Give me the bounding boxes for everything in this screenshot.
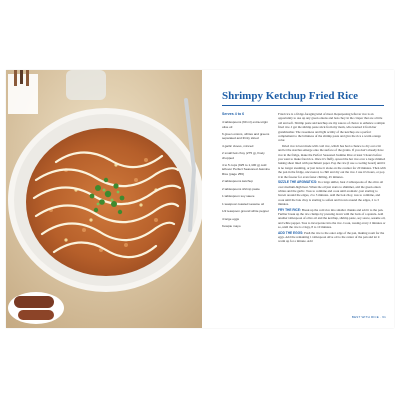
intro-paragraph — [278, 144, 386, 179]
title-rule — [222, 105, 384, 106]
step-paragraph — [278, 231, 386, 244]
ingredient-item: 4 large eggs — [222, 216, 240, 221]
serves-label: Serves 4 to 6 — [222, 112, 245, 116]
step-paragraph — [278, 180, 386, 206]
ingredient-item: 4 tablespoons (60 ml) extra-virgin olive oil — [222, 120, 268, 129]
page-footer: BEST WITH RICE · 61 — [351, 315, 386, 319]
ingredient-item: 4 to 5 cups (925 to 1,100 g) cold leftover Perfect Seasoned Jasmine Rice (page 256) — [222, 163, 270, 176]
step-lead: ADD THE EGGS: — [278, 230, 304, 235]
ingredient-item: Kewpie mayo — [222, 224, 241, 229]
step-text: Push the rice to the outer edge of the pan, making room for the eggs. Add the remaining 1 tablespoon olive oil to the center of the pan and let it warm up for a minute. Add — [278, 230, 385, 244]
ingredient-item: 2 small bok choy (275 g), finely chopped — [222, 151, 265, 160]
recipe-page — [202, 70, 394, 328]
ingredients-column — [222, 112, 272, 232]
intro-paragraph — [278, 112, 386, 143]
step-lead: SIZZLE THE AROMATICS: — [278, 180, 318, 185]
cookbook-spread — [6, 70, 394, 328]
step-lead: FRY THE RICE: — [278, 207, 302, 212]
ingredient-item: 4 garlic cloves, minced — [222, 143, 254, 148]
paragraph-text: Dried rice is best made with cold rice, which has had a chance to dry out a bit and let the starches emerge onto the surface of the grains. If you don't already have rice in the fridge, make the Perfect Seasoned Jasmine Rice at least 5 hours before you want to make fried rice. Once it's fluffy, spread the hot rice over a large rimmed baking sheet lined with parchment paper. Pop the rice (I use a cooling board) until it is no longer steaming, or just leave it alone on the counter for 20 minutes. Then with the pan in the fridge, uncovered, to chill and dry out the rice. I use it's hours, or pop it in the freezer for even faster chilling, 45 minutes. — [278, 143, 386, 179]
ingredient-item: 6 green onions, whites and greens separated and thinly sliced — [222, 132, 270, 141]
ingredient-item: 2 tablespoons shrimp paste — [222, 186, 260, 191]
ingredient-item: 1 teaspoon toasted sesame oil — [222, 201, 264, 206]
step-text: Break up the cold rice into smaller chunks and add it to the pan. Further break up the rice clumps by pressing down with the back of a spatula. Add another tablespoon of olive oil and the ketchup, shrimp paste, soy sauce, sesame oil, and white pepper. Toss to incorporate into the rice. Cook, tossing every 2 minutes or so, until the rice is crispy, 8 to 10 minutes. — [278, 207, 386, 230]
step-paragraph — [278, 208, 386, 230]
paragraph-text: Fried rice is a fridge-foraging kind of meal. Repurposing leftover rice is an opportunity to use up any green onions and bok choy in the crisper that are a little old and soft. Shrimp paste and ketchup are my sauces of choice to enhance a simple fried rice. I get the shrimp paste stick from my mom, who learned it from her grandmother. The sweetness and light acidity of the ketchup are a perfect complement to the brininess of the shrimp paste and give the rice a warm orange color. — [278, 112, 385, 143]
ingredient-item: 1 tablespoon soy sauce — [222, 194, 255, 199]
step-text: In a large skillet, heat 2 tablespoons of the olive oil over medium-high heat. When the oil just starts to shimmer, add the green onion whites and the garlic. Toss to combine and cook until aromatic, just starting to brown around the edges, 2 to 3 minutes. Add the bok choy, toss to combine, and cook until the bok choy is starting to soften and brown around the edges, 2 to 3 minutes. — [278, 180, 384, 207]
fried-rice-illustration — [6, 70, 202, 328]
ingredient-item: 2 tablespoons ketchup — [222, 179, 253, 184]
ingredient-item: 1/2 teaspoon ground white pepper — [222, 209, 269, 214]
recipe-title: Shrimpy Ketchup Fried Rice — [222, 90, 358, 102]
method-column — [278, 112, 386, 245]
fried-rice-photo — [6, 70, 202, 328]
